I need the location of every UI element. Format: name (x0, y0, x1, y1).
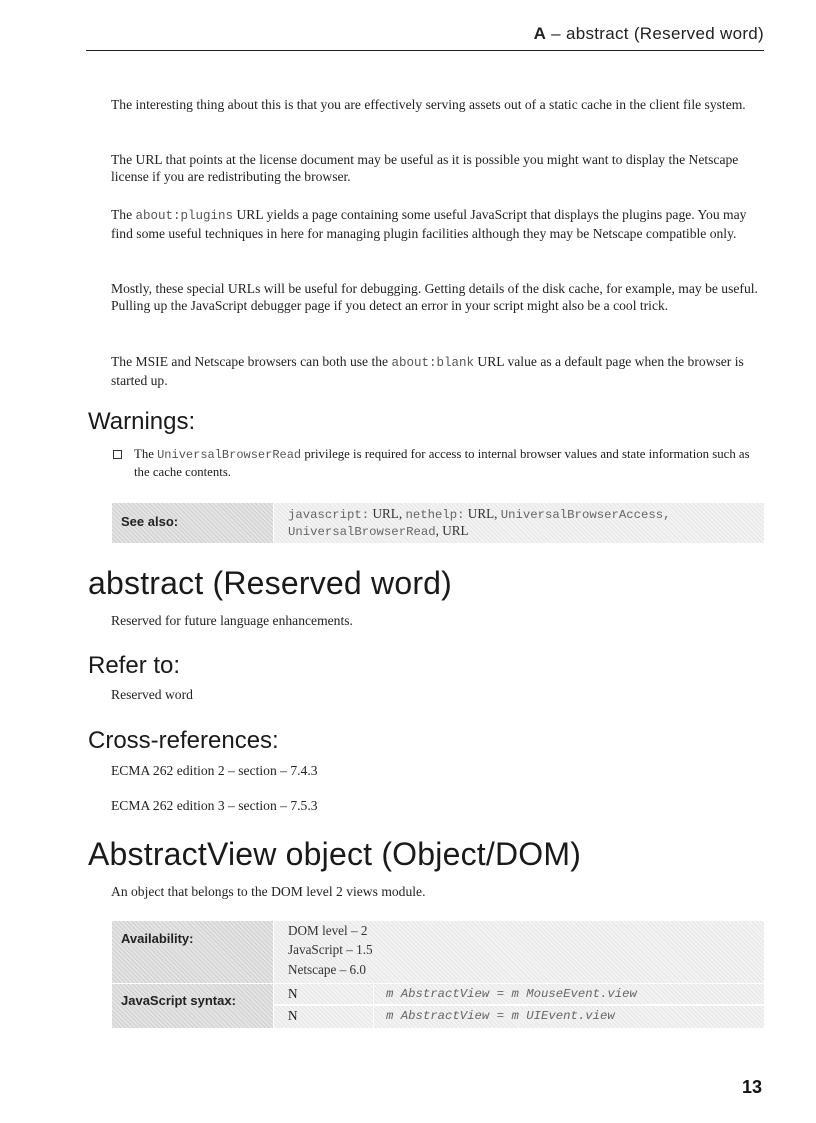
see-also-values-cell (274, 503, 764, 543)
refer-to-heading: Refer to: (88, 652, 181, 679)
row-divider (274, 1004, 764, 1006)
abstractview-description: An object that belongs to the DOM level 2 views module. (111, 884, 426, 899)
paragraph: The interesting thing about this is that you are effectively serving assets out of a static cache in the client file system. (111, 97, 746, 112)
availability-row (112, 921, 764, 983)
cross-references-heading: Cross-references: (88, 727, 279, 754)
blank-paragraph (111, 353, 761, 389)
column-divider (373, 984, 374, 1028)
syntax-label: JavaScript syntax: (121, 993, 236, 1008)
text: URL, (464, 506, 501, 521)
abstractview-title: AbstractView object (Object/DOM) (88, 836, 582, 872)
syntax-code: m AbstractView = m MouseEvent.view (386, 987, 637, 1001)
link-javascript-url[interactable]: javascript: (288, 508, 370, 522)
code-universal-browser-read: UniversalBrowserRead (157, 448, 302, 462)
paragraph: The URL that points at the license document may be useful as it is possible you might want to display the Netscape license if you are redistributing the browser. (111, 152, 739, 184)
refer-to-value: Reserved word (111, 687, 193, 702)
page-number: 13 (741, 1077, 762, 1097)
link-nethelp-url[interactable]: nethelp: (405, 508, 465, 522)
syntax-values-cell (274, 984, 764, 1028)
syntax-flag: N (288, 1008, 298, 1023)
syntax-row (112, 984, 764, 1028)
text: privilege is required for access to internal browser values and state information such as the cache contents. (134, 447, 750, 479)
header-letter: A (533, 24, 547, 43)
see-also-row (112, 503, 764, 543)
warning-text (134, 446, 761, 481)
see-also-label: See also: (121, 514, 179, 529)
abstractview-table (112, 921, 764, 1028)
syntax-label-cell (112, 984, 273, 1028)
availability-values-cell (274, 921, 764, 983)
text: The (134, 447, 158, 461)
header-title: abstract (Reserved word) (565, 24, 764, 43)
warnings-heading: Warnings: (88, 408, 196, 435)
abstract-title: abstract (Reserved word) (88, 565, 453, 601)
text: , URL (435, 523, 469, 538)
see-also-label-cell (112, 503, 273, 543)
availability-label-cell (112, 921, 273, 983)
syntax-code: m AbstractView = m UIEvent.view (386, 1009, 615, 1023)
text: URL, (369, 506, 406, 521)
text: URL value as a default page when the browser is started up. (111, 354, 744, 388)
see-also-table (112, 503, 764, 543)
checkbox-bullet-icon (113, 450, 122, 459)
text: The (111, 207, 136, 222)
see-also-line1 (288, 506, 671, 523)
cross-reference-2: ECMA 262 edition 3 – section – 7.5.3 (111, 798, 318, 813)
paragraph: Mostly, these special URLs will be useful for debugging. Getting details of the disk cache, for example, may be useful. Pulling up the JavaScript debugger page if you detect an error in your script might also be a cool trick. (111, 281, 758, 313)
header-dash: – (546, 24, 566, 43)
availability-label: Availability: (121, 931, 194, 946)
link-universal-browser-access[interactable]: UniversalBrowserAccess, (500, 508, 671, 522)
link-universal-browser-read[interactable]: UniversalBrowserRead (288, 525, 436, 539)
text: URL yields a page containing some useful JavaScript that displays the plugins page. You may find some useful techniques in here for managing plugin facilities although they may be Netscape compatible only. (111, 207, 747, 241)
availability-item: DOM level – 2 (288, 923, 368, 938)
plugins-paragraph (111, 206, 761, 242)
code-about-plugins: about:plugins (135, 209, 234, 223)
availability-item: JavaScript – 1.5 (288, 942, 373, 957)
text: The MSIE and Netscape browsers can both use the (111, 354, 392, 369)
cross-reference-1: ECMA 262 edition 2 – section – 7.4.3 (111, 763, 318, 778)
code-about-blank: about:blank (391, 356, 474, 370)
see-also-line2 (288, 523, 469, 540)
abstract-description: Reserved for future language enhancements. (111, 613, 353, 628)
syntax-flag: N (288, 986, 298, 1001)
availability-item: Netscape – 6.0 (288, 962, 366, 977)
running-head (86, 24, 764, 51)
